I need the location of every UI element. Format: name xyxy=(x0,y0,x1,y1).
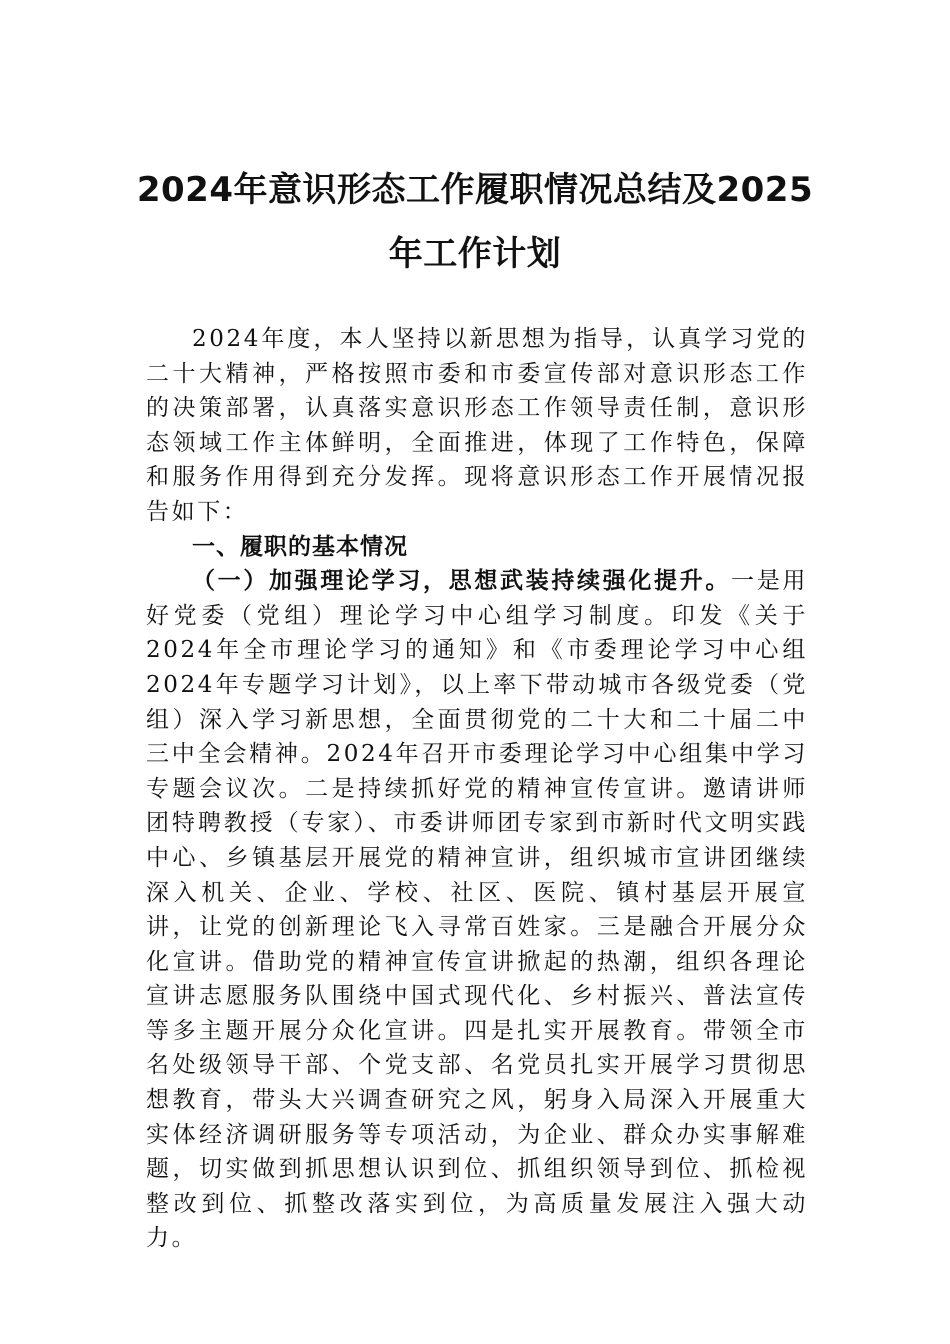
document-title xyxy=(120,158,830,286)
document-body xyxy=(146,322,808,1256)
subsection-paragraph-1 xyxy=(146,564,808,1256)
title-line-1: 2024年意识形态工作履职情况总结及2025 xyxy=(136,170,814,210)
section-heading-1: 一、履职的基本情况 xyxy=(192,533,408,560)
subsection-lead-1: （一）加强理论学习，思想武装持续强化提升。 xyxy=(192,567,732,595)
intro-paragraph: 2024年度，本人坚持以新思想为指导，认真学习党的二十大精神，严格按照市委和市委宣传部对意识形态工作的决策部署，认真落实意识形态工作领导责任制，意识形态领域工作主体鲜明，全面推进，体现了工作特色，保障和服务作用得到充分发挥。现将意识形态工作开展情况报告如下： xyxy=(146,326,808,525)
subsection-body-1: 一是用好党委（党组）理论学习中心组学习制度。印发《关于2024年全市理论学习的通知》和《市委理论学习中心组2024年专题学习计划》，以上率下带动城市各级党委（党组）深入学习新思想，全面贯彻党的二十大和二十届二中三中全会精神。2024年召开市委理论学习中心组集中学习专题会议次。二是持续抓好党的精神宣传宣讲。邀请讲师团特聘教授（专家）、市委讲师团专家到市新时代文明实践中心、乡镇基层开展党的精神宣讲，组织城市宣讲团继续深入机关、企业、学校、社区、医院、镇村基层开展宣讲，让党的创新理论飞入寻常百姓家。三是融合开展分众化宣讲。借助党的精神宣传宣讲掀起的热潮，组织各理论宣讲志愿服务队围绕中国式现代化、乡村振兴、普法宣传等多主题开展分众化宣讲。四是扎实开展教育。带领全市名处级领导干部、个党支部、名党员扎实开展学习贯彻思想教育，带头大兴调查研究之风，躬身入局深入开展重大实体经济调研服务等专项活动，为企业、群众办实事解难题，切实做到抓思想认识到位、抓组织领导到位、抓检视整改到位、抓整改落实到位，为高质量发展注入强大动力。 xyxy=(146,568,808,1252)
title-line-2: 年工作计划 xyxy=(388,234,562,274)
